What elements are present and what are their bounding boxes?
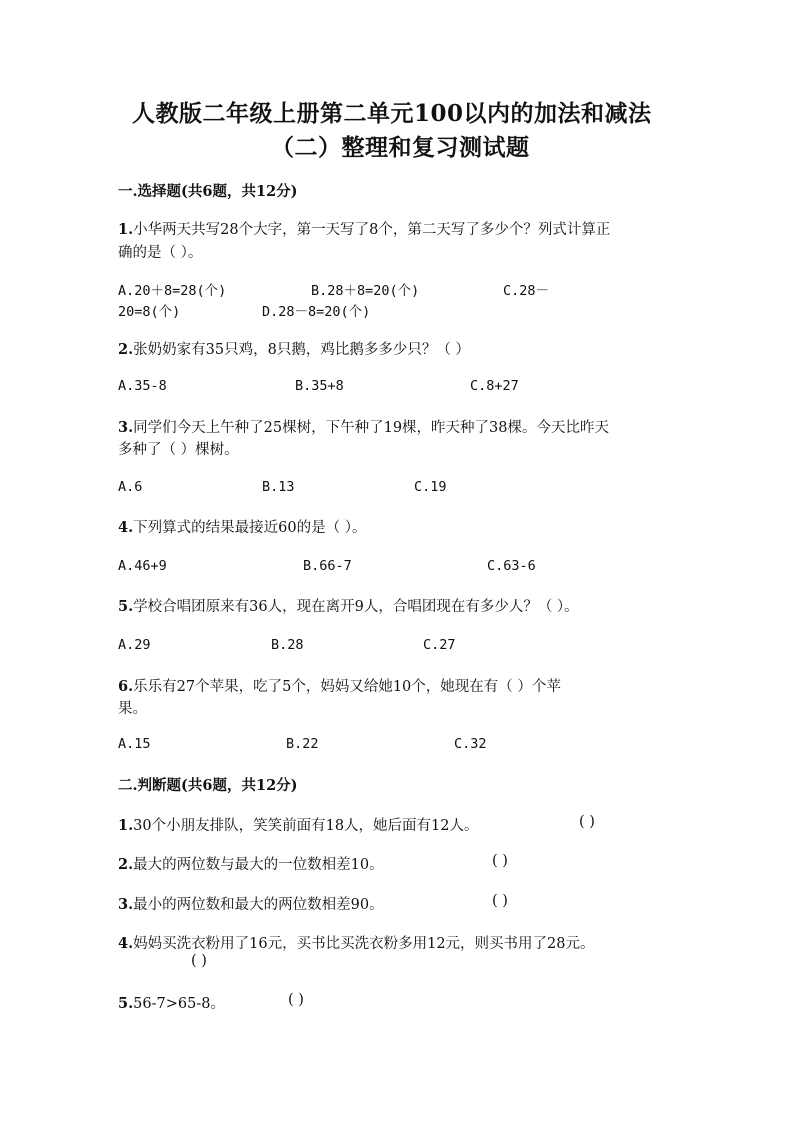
answer-paren: ( ) [288,992,304,1008]
option-a: A.6 [118,479,143,495]
option-a: A.15 [118,736,151,752]
question-2-text [118,338,470,359]
question-number: 3. [118,896,134,913]
question-number: 4. [118,935,134,952]
question-6-text-line2: 果。 [118,701,147,717]
question-number: 1. [118,221,134,238]
question-4-text [118,516,366,537]
option-b: B.28＋8=20(个) [311,283,420,299]
question-number: 2. [118,856,134,873]
option-b: B.13 [262,479,295,495]
question-line: 下列算式的结果最接近60的是（ ）。 [133,520,367,536]
question-line: 30个小朋友排队，笑笑前面有18人，她后面有12人。 [133,818,479,834]
question-5-text [118,595,579,616]
question-line: 学校合唱团原来有36人，现在离开9人，合唱团现在有多少人？（ ）。 [133,599,579,615]
option-a: A.20＋8=28(个) [118,283,227,299]
question-line: 56-7>65-8。 [133,996,225,1012]
question-3-text [118,416,609,437]
option-c: C.27 [423,637,456,653]
question-number: 6. [118,678,134,695]
option-c: C.19 [414,479,447,495]
question-number: 3. [118,419,134,436]
answer-paren: ( ) [492,853,508,869]
section-heading-choice: 一.选择题(共6题，共12分) [118,183,298,200]
answer-paren: ( ) [492,893,508,909]
question-number: 1. [118,817,134,834]
question-number: 4. [118,519,134,536]
page-title-line2: （二）整理和复习测试题 [271,134,530,161]
option-c: C.32 [454,736,487,752]
option-c: C.8+27 [470,378,519,394]
judgement-5-text [118,992,225,1013]
question-line: 妈妈买洗衣粉用了16元，买书比买洗衣粉多用12元，则买书用了28元。 [133,936,595,952]
question-number: 5. [118,995,134,1012]
question-line: 张奶奶家有35只鸡，8只鹅，鸡比鹅多多少只？（ ） [133,342,470,358]
question-3-text-line2: 多种了（ ）棵树。 [118,442,239,458]
question-number: 2. [118,341,134,358]
question-6-text [118,675,561,696]
option-b: B.22 [286,736,319,752]
option-b: B.35+8 [295,378,344,394]
answer-paren: ( ) [191,953,207,969]
judgement-4-text [118,932,595,953]
option-c-continued: 20=8(个) [118,304,181,320]
question-line: 最大的两位数与最大的一位数相差10。 [133,857,384,873]
section-heading-judgement: 二.判断题(共6题，共12分) [118,777,298,794]
answer-paren: ( ) [579,814,595,830]
option-a: A.35-8 [118,378,167,394]
option-a: A.29 [118,637,151,653]
question-line: 同学们今天上午种了25棵树，下午种了19棵，昨天种了38棵。今天比昨天 [133,420,609,436]
question-1-text [118,218,610,239]
judgement-3-text [118,893,384,914]
option-c: C.28－ [503,283,550,299]
page-title-line1: 人教版二年级上册第二单元100以内的加法和减法 [132,100,652,127]
judgement-2-text [118,853,384,874]
option-c: C.63-6 [487,558,536,574]
option-d: D.28－8=20(个) [262,304,371,320]
question-line: 最小的两位数和最大的两位数相差90。 [133,897,384,913]
option-b: B.28 [271,637,304,653]
question-number: 5. [118,598,134,615]
question-line: 乐乐有27个苹果，吃了5个，妈妈又给她10个，她现在有（ ）个苹 [133,679,561,695]
question-1-text-line2: 确的是（ ）。 [118,245,203,261]
option-b: B.66-7 [303,558,352,574]
option-a: A.46+9 [118,558,167,574]
question-line: 小华两天共写28个大字，第一天写了8个，第二天写了多少个？列式计算正 [133,222,611,238]
judgement-1-text [118,814,479,835]
